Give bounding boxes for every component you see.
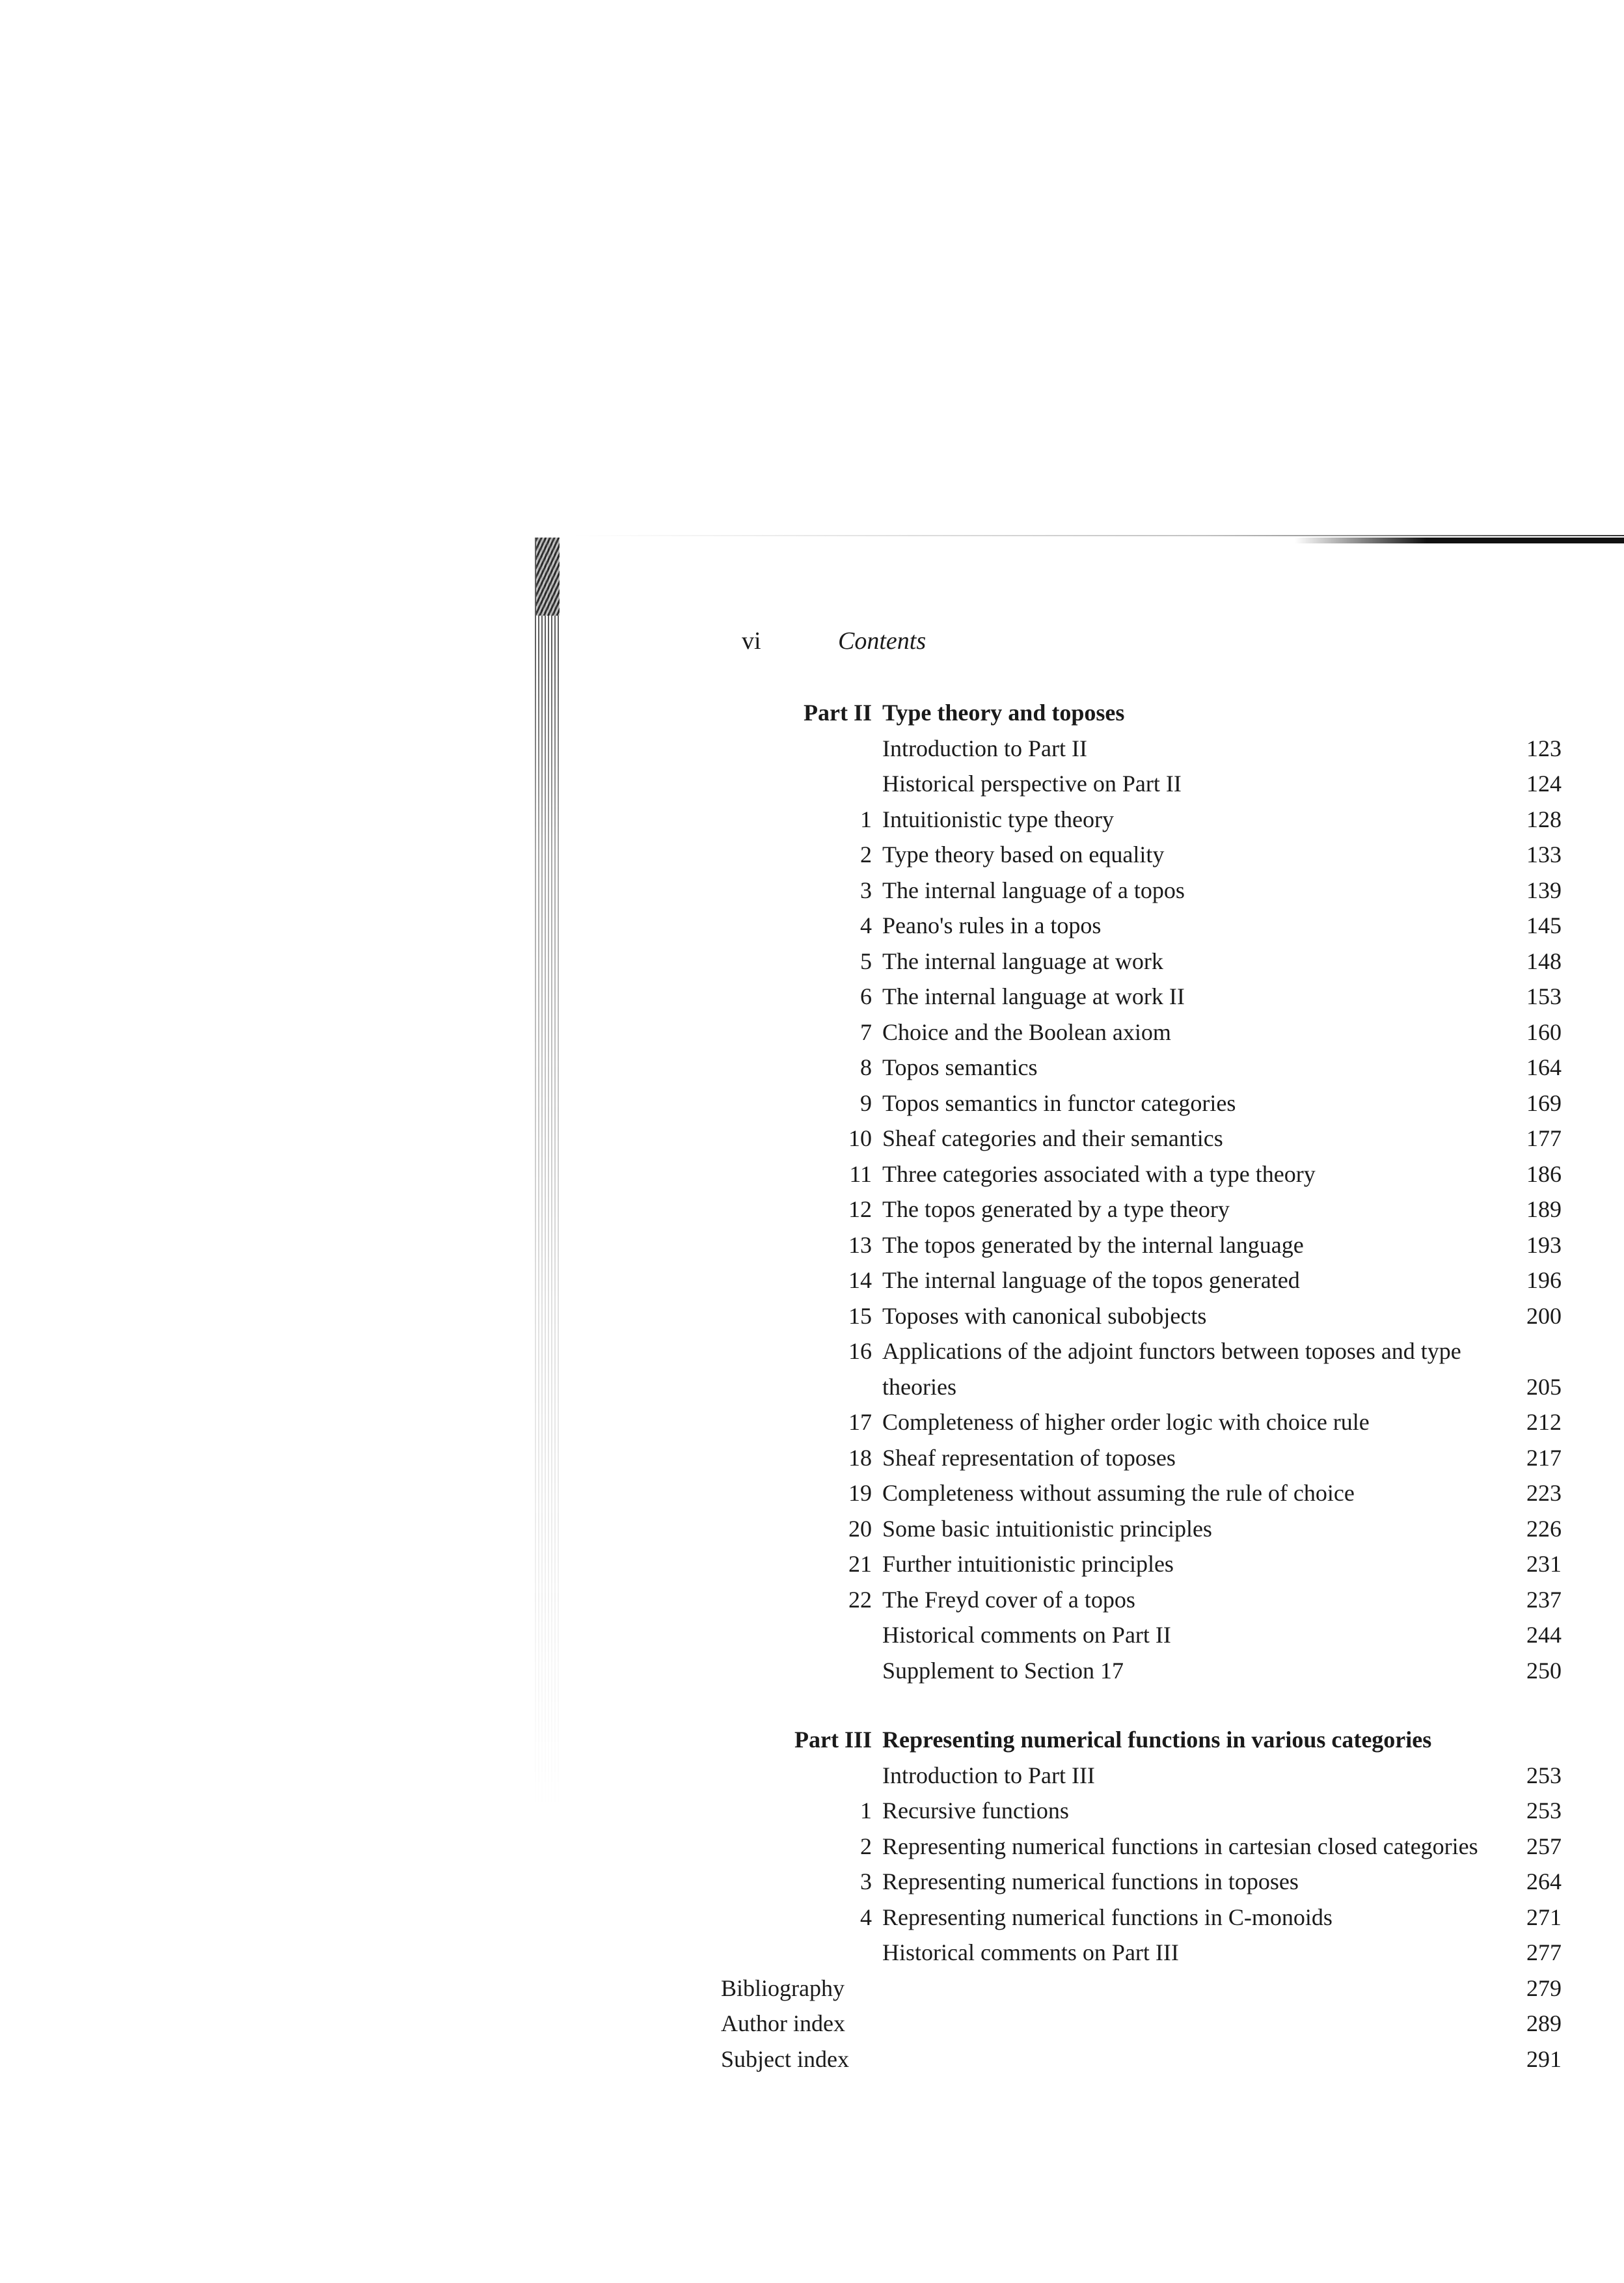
section-title: Historical comments on Part II xyxy=(882,1622,1171,1648)
toc-entry xyxy=(716,1475,1562,1511)
toc-entry xyxy=(716,1829,1562,1865)
section-title: Introduction to Part II xyxy=(882,735,1087,761)
toc-entry xyxy=(716,1050,1562,1086)
section-number: 10 xyxy=(848,1125,872,1151)
section-title: The internal language of a topos xyxy=(882,877,1185,903)
page-number: 128 xyxy=(1526,806,1562,832)
back-matter-title: Author index xyxy=(721,2010,845,2036)
page-number: 223 xyxy=(1526,1480,1562,1506)
section-title: Topos semantics xyxy=(882,1054,1038,1080)
page-number: 205 xyxy=(1526,1373,1562,1400)
section-title: Further intuitionistic principles xyxy=(882,1551,1174,1577)
section-number: 18 xyxy=(848,1444,872,1471)
page-number: 123 xyxy=(1526,735,1562,761)
section-title: The internal language at work xyxy=(882,948,1163,974)
toc-entry xyxy=(716,1086,1562,1121)
section-title: Choice and the Boolean axiom xyxy=(882,1018,1171,1045)
section-number: 5 xyxy=(860,948,872,974)
section-number: 4 xyxy=(860,1904,872,1930)
toc-entry xyxy=(716,731,1562,767)
toc-entry xyxy=(716,1617,1562,1653)
part-title: Representing numerical functions in various categories xyxy=(882,1727,1432,1753)
section-title: Sheaf representation of toposes xyxy=(882,1444,1176,1471)
section-title: Peano's rules in a topos xyxy=(882,912,1102,938)
page-number: 257 xyxy=(1526,1833,1562,1859)
toc-entry xyxy=(716,2006,1562,2042)
toc-entry xyxy=(716,802,1562,838)
page-number: 148 xyxy=(1526,948,1562,974)
part-title: Type theory and toposes xyxy=(882,700,1125,726)
toc-entry xyxy=(716,1192,1562,1227)
running-title: Contents xyxy=(838,627,927,655)
page-number: 250 xyxy=(1526,1657,1562,1684)
toc-entry xyxy=(716,1404,1562,1440)
section-number: 21 xyxy=(848,1551,872,1577)
page-number: 186 xyxy=(1526,1160,1562,1187)
page-number: 289 xyxy=(1526,2010,1562,2036)
toc-entry xyxy=(716,1511,1562,1547)
toc-entry xyxy=(716,1156,1562,1192)
page-number: 160 xyxy=(1526,1018,1562,1045)
toc-entry xyxy=(716,1298,1562,1334)
page-edge-shadow xyxy=(1295,538,1624,543)
book-binding-shadow xyxy=(535,538,561,1807)
section-title: Applications of the adjoint functors between toposes and type theories xyxy=(882,1338,1461,1400)
section-number: 3 xyxy=(860,877,872,903)
section-title: Three categories associated with a type theory xyxy=(882,1160,1316,1187)
section-number: 9 xyxy=(860,1089,872,1116)
page-number: 212 xyxy=(1526,1409,1562,1435)
page-number: 226 xyxy=(1526,1515,1562,1542)
section-title: The internal language of the topos generated xyxy=(882,1267,1300,1293)
toc-entry xyxy=(716,1758,1562,1794)
section-number: 17 xyxy=(848,1409,872,1435)
part-heading xyxy=(716,1722,1562,1758)
section-title: Supplement to Section 17 xyxy=(882,1657,1124,1684)
section-title: Type theory based on equality xyxy=(882,841,1165,868)
section-number: 15 xyxy=(848,1302,872,1329)
section-number: 7 xyxy=(860,1018,872,1045)
toc-entry xyxy=(716,944,1562,979)
part-heading xyxy=(716,695,1562,731)
page-number: 200 xyxy=(1526,1302,1562,1329)
section-gap xyxy=(716,1688,1562,1722)
section-title: Introduction to Part III xyxy=(882,1762,1095,1788)
page-number: 231 xyxy=(1526,1551,1562,1577)
section-number: 12 xyxy=(848,1196,872,1222)
toc-entry xyxy=(716,979,1562,1015)
toc-entry xyxy=(716,1546,1562,1582)
page-number: 237 xyxy=(1526,1586,1562,1613)
section-number: 2 xyxy=(860,841,872,868)
page-number: 193 xyxy=(1526,1231,1562,1258)
section-number: 13 xyxy=(848,1231,872,1258)
back-matter-title: Bibliography xyxy=(721,1975,845,2001)
toc-entry xyxy=(716,1121,1562,1156)
page-number: 291 xyxy=(1526,2045,1562,2072)
section-number: 6 xyxy=(860,983,872,1009)
section-title: Sheaf categories and their semantics xyxy=(882,1125,1223,1151)
toc-entry xyxy=(716,1793,1562,1829)
page-number: 133 xyxy=(1526,841,1562,868)
section-title: Historical comments on Part III xyxy=(882,1939,1179,1965)
page-number: 145 xyxy=(1526,912,1562,938)
page-number: 244 xyxy=(1526,1622,1562,1648)
toc-entry xyxy=(716,1015,1562,1050)
section-number: 14 xyxy=(848,1267,872,1293)
page-number: 169 xyxy=(1526,1089,1562,1116)
page-number: 279 xyxy=(1526,1975,1562,2001)
section-title: Completeness of higher order logic with choice rule xyxy=(882,1409,1370,1435)
section-title: Representing numerical functions in toposes xyxy=(882,1868,1299,1894)
toc-entry xyxy=(716,1227,1562,1263)
page-folio: vi xyxy=(742,627,761,655)
toc-entry xyxy=(716,1900,1562,1935)
section-title: The Freyd cover of a topos xyxy=(882,1586,1135,1613)
toc-entry xyxy=(716,1440,1562,1476)
section-title: Intuitionistic type theory xyxy=(882,806,1114,832)
page-number: 253 xyxy=(1526,1762,1562,1788)
toc-entry xyxy=(716,1263,1562,1298)
toc-entry xyxy=(716,837,1562,873)
page-number: 153 xyxy=(1526,983,1562,1009)
section-title: Toposes with canonical subobjects xyxy=(882,1302,1207,1329)
section-title: Historical perspective on Part II xyxy=(882,771,1182,797)
section-title: Representing numerical functions in cartesian closed categories xyxy=(882,1833,1478,1859)
page-number: 139 xyxy=(1526,877,1562,903)
toc-entry xyxy=(716,2042,1562,2077)
page-number: 189 xyxy=(1526,1196,1562,1222)
page-number: 264 xyxy=(1526,1868,1562,1894)
page-number: 253 xyxy=(1526,1798,1562,1824)
section-number: 2 xyxy=(860,1833,872,1859)
section-number: 22 xyxy=(848,1586,872,1613)
toc-entry xyxy=(716,1935,1562,1971)
toc-entry xyxy=(716,1971,1562,2006)
section-number: 19 xyxy=(848,1480,872,1506)
section-title: Completeness without assuming the rule of choice xyxy=(882,1480,1355,1506)
section-number: 1 xyxy=(860,806,872,832)
page-number: 217 xyxy=(1526,1444,1562,1471)
section-title: The topos generated by a type theory xyxy=(882,1196,1230,1222)
page-number: 164 xyxy=(1526,1054,1562,1080)
section-number: 20 xyxy=(848,1515,872,1542)
section-number: 11 xyxy=(849,1160,872,1187)
page-number: 124 xyxy=(1526,771,1562,797)
section-title: Topos semantics in functor categories xyxy=(882,1089,1236,1116)
toc-entry xyxy=(716,908,1562,944)
book-binding-dark xyxy=(536,538,560,616)
toc-entry xyxy=(716,1864,1562,1900)
section-title: Representing numerical functions in C-monoids xyxy=(882,1904,1333,1930)
toc-entry xyxy=(716,1582,1562,1618)
toc-entry xyxy=(716,873,1562,909)
back-matter-title: Subject index xyxy=(721,2045,849,2072)
page-edge-line xyxy=(573,535,1624,536)
table-of-contents xyxy=(716,695,1562,2077)
section-title: Some basic intuitionistic principles xyxy=(882,1515,1212,1542)
section-title: Recursive functions xyxy=(882,1798,1069,1824)
section-number: 8 xyxy=(860,1054,872,1080)
page-number: 177 xyxy=(1526,1125,1562,1151)
page-number: 196 xyxy=(1526,1267,1562,1293)
toc-entry xyxy=(716,1653,1562,1689)
section-title: The internal language at work II xyxy=(882,983,1185,1009)
toc-entry xyxy=(716,766,1562,802)
page-number: 271 xyxy=(1526,1904,1562,1930)
part-label: Part III xyxy=(794,1727,872,1753)
part-label: Part II xyxy=(804,700,872,726)
page-number: 277 xyxy=(1526,1939,1562,1965)
toc-entry xyxy=(716,1333,1562,1404)
section-number: 1 xyxy=(860,1798,872,1824)
section-number: 3 xyxy=(860,1868,872,1894)
section-number: 16 xyxy=(848,1338,872,1364)
section-title: The topos generated by the internal language xyxy=(882,1231,1304,1258)
section-number: 4 xyxy=(860,912,872,938)
